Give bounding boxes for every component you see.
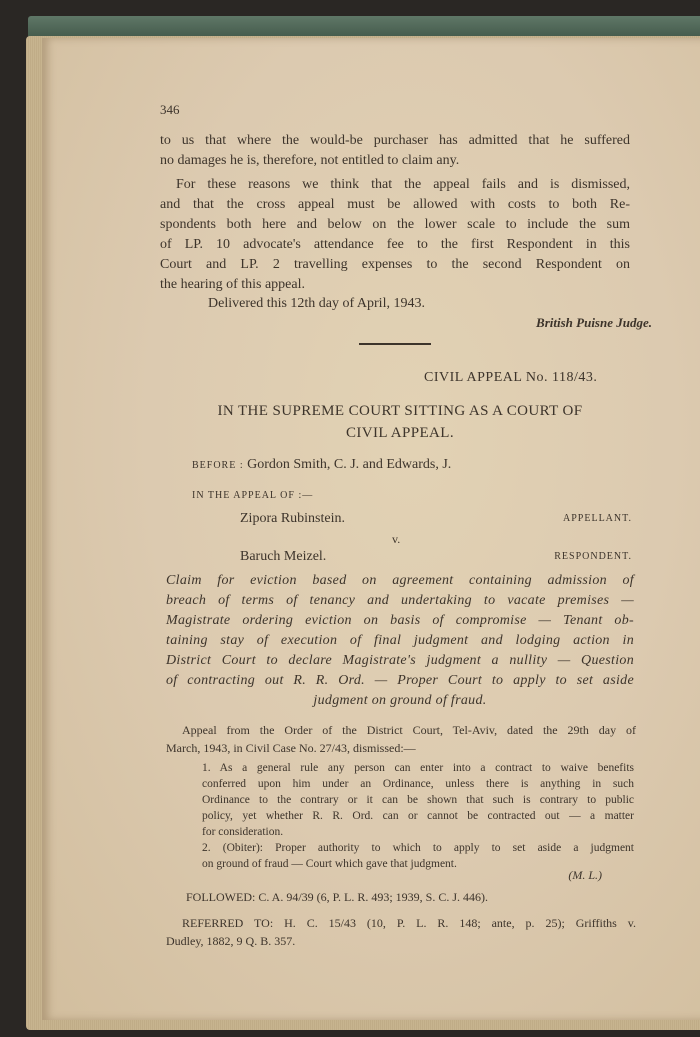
headnote	[166, 571, 634, 711]
headnote-line: District Court to declare Magistrate's judgment a nullity — Question	[166, 653, 634, 668]
court-title-line: IN THE SUPREME COURT SITTING AS A COURT OF	[217, 403, 583, 419]
text-line: conferred upon him under an Ordinance, unless there is anything in such	[202, 778, 634, 790]
book-page	[42, 38, 700, 1020]
text-line: Court and LP. 2 travelling expenses to the second Respondent on	[160, 257, 630, 272]
holding-item	[202, 760, 634, 840]
text-line: for consideration.	[202, 826, 284, 838]
holdings	[202, 760, 634, 872]
text-line: on ground of fraud — Court which gave that judgment.	[202, 858, 457, 870]
text-line: policy, yet whether R. R. Ord. can or cannot be contracted out — a matter	[202, 810, 634, 822]
headnote-line: taining stay of execution of final judgment and lodging action in	[166, 633, 634, 648]
respondent-role: RESPONDENT.	[554, 551, 632, 562]
text-line: and that the cross appeal must be allowed with costs to both Re-	[160, 197, 630, 212]
text-line: 2. (Obiter): Proper authority to which to apply to set aside a judgment	[202, 842, 634, 854]
headnote-line: Magistrate ordering eviction on basis of compromise — Tenant ob-	[166, 613, 634, 628]
order-paragraph	[160, 175, 630, 295]
text-line: Ordinance to the contrary or it can be shown that such is contrary to public	[202, 794, 634, 806]
respondent-name: Baruch Meizel.	[240, 549, 327, 564]
text-line: no damages he is, therefore, not entitled to claim any.	[160, 153, 460, 168]
before-label: BEFORE :	[192, 460, 244, 471]
court-title	[180, 400, 620, 444]
judge-signature: British Puisne Judge.	[536, 315, 652, 330]
page-number: 346	[160, 102, 180, 117]
appeal-of-label: IN THE APPEAL OF :—	[192, 490, 314, 501]
text-line: 1. As a general rule any person can enter into a contract to waive benefits	[202, 762, 634, 774]
headnote-line: of contracting out R. R. Ord. — Proper Court to apply to set aside	[166, 673, 634, 688]
text-line: of LP. 10 advocate's attendance fee to the first Respondent in this	[160, 237, 630, 252]
appellant-name: Zipora Rubinstein.	[240, 511, 345, 526]
text-line: the hearing of this appeal.	[160, 277, 306, 292]
appeal-from	[166, 721, 636, 757]
text-line: Dudley, 1882, 9 Q. B. 357.	[166, 934, 296, 948]
headnote-line: judgment on ground of fraud.	[313, 693, 487, 708]
court-title-line: CIVIL APPEAL.	[346, 425, 454, 441]
case-number: CIVIL APPEAL No. 118/43.	[424, 370, 598, 385]
text-line: March, 1943, in Civil Case No. 27/43, dismissed:—	[166, 741, 416, 755]
headnote-line: Claim for eviction based on agreement containing admission of	[166, 573, 634, 588]
section-divider	[359, 343, 431, 345]
continuation-paragraph	[160, 131, 630, 171]
before-line	[192, 457, 451, 473]
text-line: Appeal from the Order of the District Court, Tel-Aviv, dated the 29th day of	[182, 723, 636, 737]
followed-citation: FOLLOWED: C. A. 94/39 (6, P. L. R. 493; 1939, S. C. J. 446).	[186, 890, 489, 904]
text-line: spondents both here and below on the lower scale to include the sum	[160, 217, 630, 232]
appellant-role: APPELLANT.	[563, 513, 632, 524]
headnote-line: breach of terms of tenancy and undertaking to vacate premises —	[166, 593, 634, 608]
versus: v.	[392, 532, 401, 546]
text-line: to us that where the would-be purchaser has admitted that he suffered	[160, 133, 630, 148]
text-line: For these reasons we think that the appeal fails and is dismissed,	[176, 177, 630, 192]
delivered-line: Delivered this 12th day of April, 1943.	[208, 296, 425, 311]
reporter-initials: (M. L.)	[568, 868, 602, 882]
judges-names: Gordon Smith, C. J. and Edwards, J.	[247, 457, 452, 472]
text-line: REFERRED TO: H. C. 15/43 (10, P. L. R. 148; ante, p. 25); Griffiths v.	[182, 916, 636, 930]
referred-citation	[166, 914, 636, 950]
